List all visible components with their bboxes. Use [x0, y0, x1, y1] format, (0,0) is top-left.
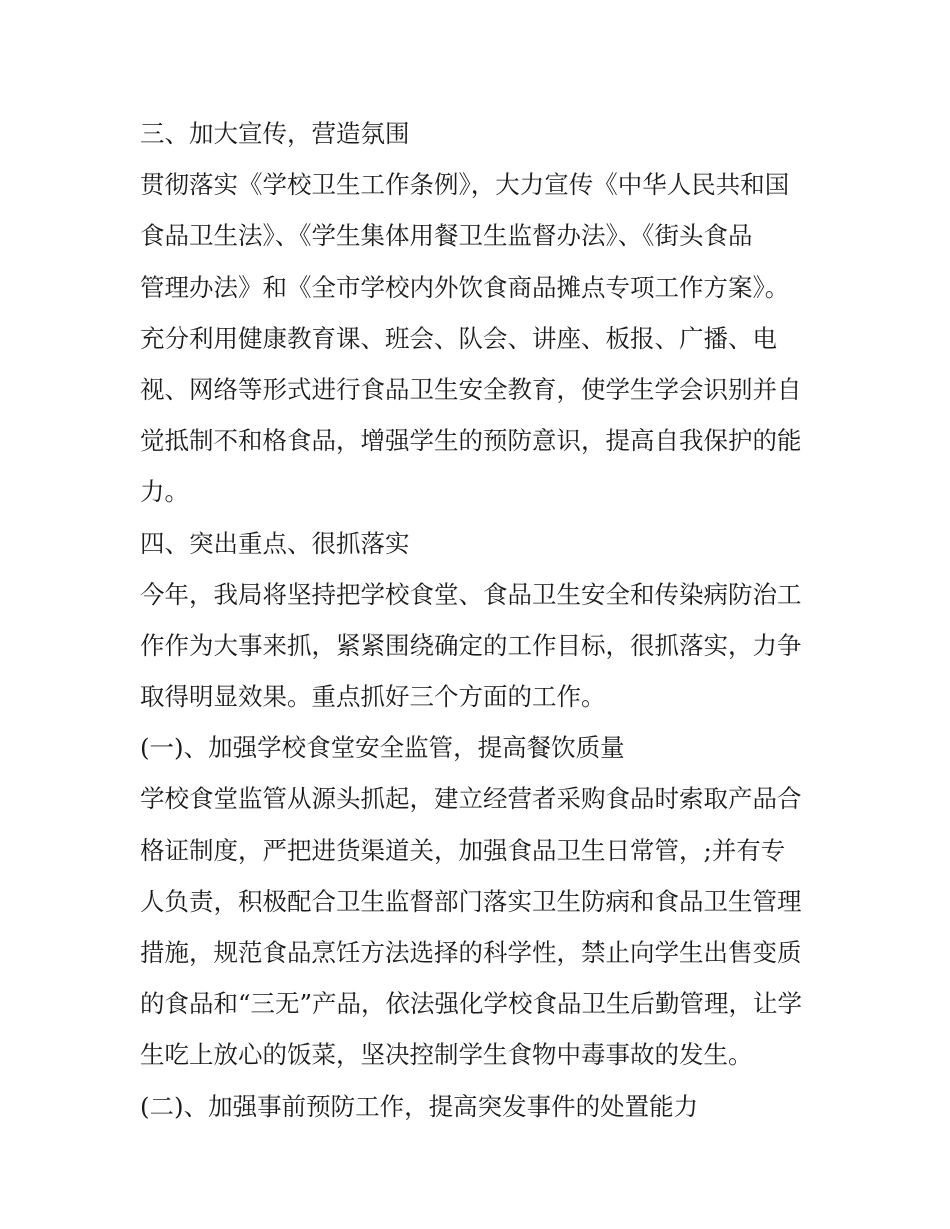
paragraph-line: 管理办法》和《全市学校内外饮食商品摊点专项工作方案》。 — [140, 272, 790, 302]
paragraph-line: 人负责，积极配合卫生监督部门落实卫生防病和食品卫生管理 — [140, 886, 802, 916]
paragraph-line: 作作为大事来抓，紧紧围绕确定的工作目标，很抓落实，力争 — [140, 630, 802, 660]
paragraph-line: 力。 — [140, 477, 189, 507]
section-heading-4: 四、突出重点、很抓落实 — [140, 528, 410, 558]
paragraph-line: 视、网络等形式进行食品卫生安全教育，使学生学会识别并自 — [140, 374, 802, 404]
section-heading-3: 三、加大宣传，营造氛围 — [140, 119, 410, 148]
paragraph-line: 充分利用健康教育课、班会、队会、讲座、板报、广播、电 — [140, 323, 777, 353]
subsection-heading-2: (二)、加强事前预防工作，提高突发事件的处置能力 — [140, 1091, 699, 1121]
paragraph-line: 学校食堂监管从源头抓起，建立经营者采购食品时索取产品合 — [140, 784, 802, 814]
paragraph-line: 生吃上放心的饭菜，坚决控制学生食物中毒事故的发生。 — [140, 1040, 753, 1070]
document-body — [140, 108, 820, 1132]
paragraph-line: 取得明显效果。重点抓好三个方面的工作。 — [140, 682, 606, 712]
paragraph-line: 觉抵制不和格食品，增强学生的预防意识，提高自我保护的能 — [140, 426, 802, 456]
subsection-heading-1: (一)、加强学校食堂安全监管，提高餐饮质量 — [140, 733, 625, 763]
paragraph-line: 的食品和“三无”产品，依法强化学校食品卫生后勤管理，让学 — [140, 989, 803, 1019]
paragraph-line: 今年，我局将坚持把学校食堂、食品卫生安全和传染病防治工 — [140, 579, 802, 609]
paragraph-line: 格证制度，严把进货渠道关，加强食品卫生日常管，;并有专 — [140, 835, 786, 865]
paragraph-line: 食品卫生法》、《学生集体用餐卫生监督办法》、《街头食品 — [140, 221, 753, 251]
paragraph-line: 措施，规范食品烹饪方法选择的科学性，禁止向学生出售变质 — [140, 938, 802, 967]
paragraph-line: 贯彻落实《学校卫生工作条例》，大力宣传《中华人民共和国 — [140, 170, 790, 200]
